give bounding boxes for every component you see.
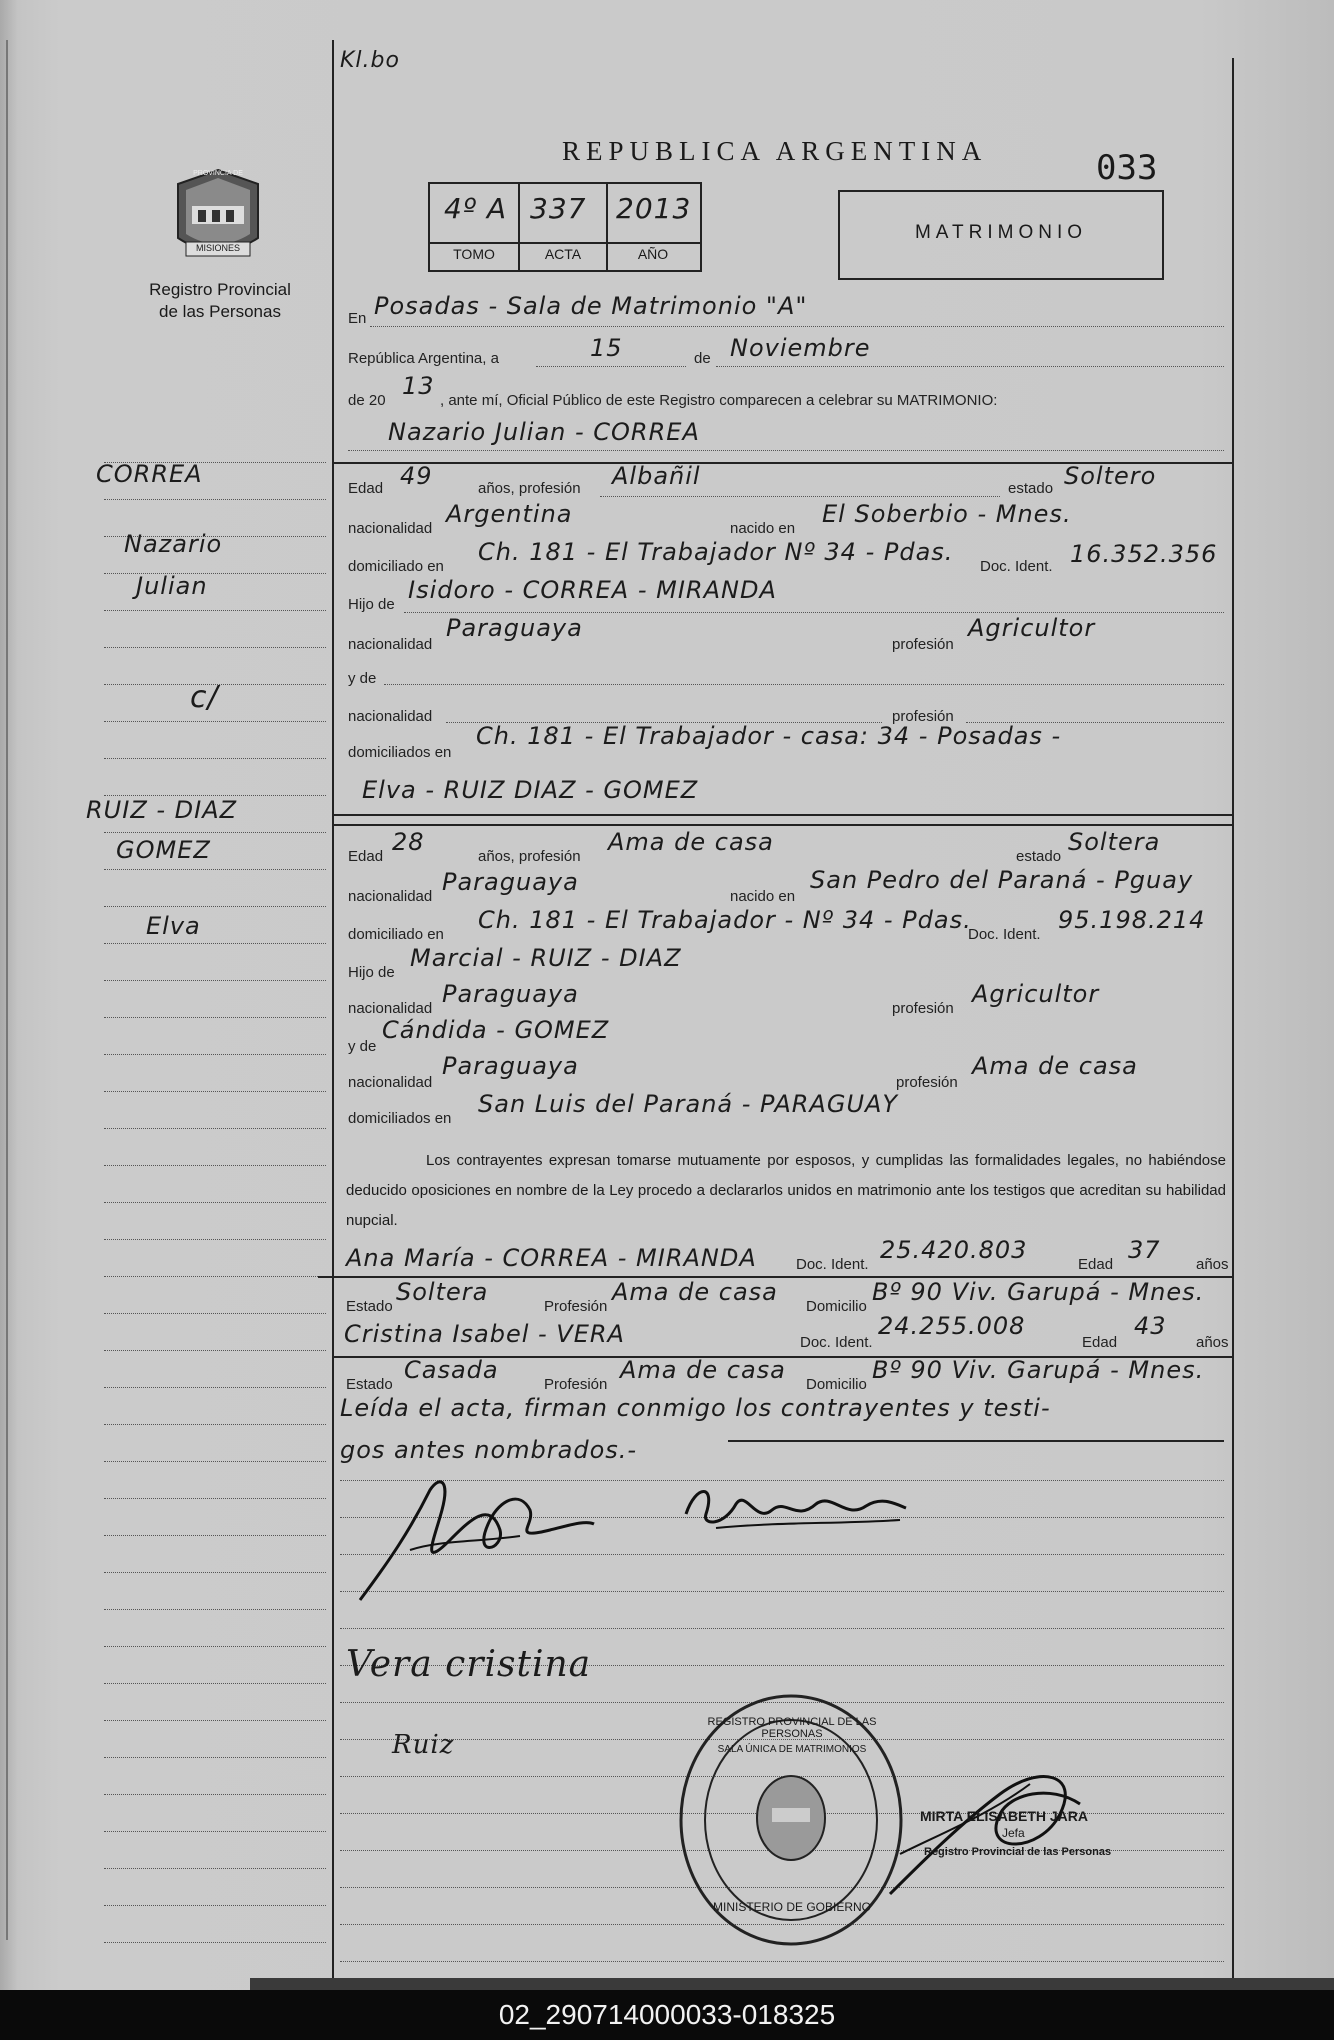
folio-number: 033 <box>1096 148 1158 188</box>
label-yde-bride: y de <box>348 1038 377 1055</box>
registry-line1: Registro Provincial <box>149 280 291 299</box>
tomo-value: 4º A <box>444 192 508 225</box>
doc-type: MATRIMONIO <box>914 222 1088 243</box>
witness1-name: Ana María - CORREA - MIRANDA <box>346 1244 757 1272</box>
margin-bride-surname2: GOMEZ <box>116 836 211 864</box>
witness1-age: 37 <box>1128 1236 1161 1264</box>
groom-born-in: El Soberbio - Mnes. <box>822 500 1072 528</box>
label-nac-groom-mother: nacionalidad <box>348 708 433 725</box>
label-dom-w1: Domicilio <box>806 1298 867 1315</box>
witness2-domicile: Bº 90 Viv. Garupá - Mnes. <box>872 1356 1205 1384</box>
margin-bride-name: Elva <box>146 912 201 940</box>
margin-rule-line <box>104 1646 326 1647</box>
label-en: En <box>348 310 367 327</box>
label-dom-groom: domiciliado en <box>348 558 444 575</box>
margin-rule-line <box>104 1683 326 1684</box>
act-month: Noviembre <box>730 334 871 362</box>
closing-line2: gos antes nombrados.- <box>340 1436 638 1464</box>
groom-parents-address: Ch. 181 - El Trabajador - casa: 34 - Posadas - <box>476 722 1062 750</box>
body-rule-line <box>340 1961 1224 1962</box>
stamp-inner: SALA ÚNICA DE MATRIMONIOS <box>717 1744 867 1755</box>
margin-rule-line <box>104 1091 326 1092</box>
margin-rule-line <box>104 499 326 500</box>
groom-nationality: Argentina <box>446 500 573 528</box>
margin-rule-line <box>104 1276 326 1277</box>
tomo-label: TOMO <box>453 246 495 262</box>
label-republica: República Argentina, a <box>348 350 499 367</box>
label-prof-bride-mother: profesión <box>896 1074 958 1091</box>
official-office: Registro Provincial de las Personas <box>924 1846 1112 1858</box>
margin-groom-name1: Nazario <box>124 530 223 558</box>
right-rule <box>1232 58 1234 1980</box>
label-edad-w1: Edad <box>1078 1256 1114 1273</box>
margin-rule-line <box>104 1535 326 1536</box>
label-dom-bride: domiciliado en <box>348 926 444 943</box>
closing-line1: Leída el acta, firman conmigo los contrayentes y testi- <box>340 1394 1051 1422</box>
margin-rule-line <box>104 1054 326 1055</box>
bride-mother: Cándida - GOMEZ <box>382 1016 610 1044</box>
body-rule-line <box>340 1628 1224 1629</box>
bride-age: 28 <box>392 828 425 856</box>
doc-type-box <box>838 190 1164 280</box>
margin-rule-line <box>104 943 326 944</box>
label-anos-w1: años <box>1196 1256 1229 1273</box>
margin-groom-surname: CORREA <box>96 460 203 488</box>
anio-value: 2013 <box>616 192 692 225</box>
witness2-status: Casada <box>404 1356 499 1384</box>
label-doc-groom: Doc. Ident. <box>980 558 1053 575</box>
label-edad-w2: Edad <box>1082 1334 1118 1351</box>
margin-rule-line <box>104 1202 326 1203</box>
label-doms-bride: domiciliados en <box>348 1110 452 1127</box>
label-yde-groom: y de <box>348 670 377 687</box>
bride-status: Soltera <box>1068 828 1161 856</box>
label-estado-w2: Estado <box>346 1376 393 1393</box>
anio-label: AÑO <box>637 246 669 262</box>
label-nacido-bride: nacido en <box>730 888 796 905</box>
label-de20: de 20 <box>348 392 386 409</box>
margin-rule-line <box>104 647 326 648</box>
label-anos-w2: años <box>1196 1334 1229 1351</box>
label-doc-w1: Doc. Ident. <box>796 1256 869 1273</box>
margin-rule-line <box>104 1794 326 1795</box>
bride-profession: Ama de casa <box>608 828 774 856</box>
scan-edge <box>250 1978 1334 1990</box>
margin-rule-line <box>104 1572 326 1573</box>
label-prof-groom-mother: profesión <box>892 708 954 725</box>
margin-rule-line <box>104 1757 326 1758</box>
label-prof-groom-father: profesión <box>892 636 954 653</box>
initials: Kl.bo <box>340 48 400 73</box>
witness2-profession: Ama de casa <box>620 1356 786 1384</box>
bride-father-nationality: Paraguaya <box>442 980 579 1008</box>
binding-edge <box>6 40 8 1940</box>
label-anos-profesion-bride: años, profesión <box>478 848 581 865</box>
acta-value: 337 <box>530 192 587 225</box>
witness-signature: Vera cristina <box>346 1644 592 1685</box>
emblem-top-text: PROVINCIA DE <box>193 170 243 177</box>
bride-full-name: Elva - RUIZ DIAZ - GOMEZ <box>362 776 699 804</box>
registry-line2: de las Personas <box>159 302 281 321</box>
witness-signature2: Ruiz <box>392 1730 455 1760</box>
margin-rule-line <box>104 906 326 907</box>
official-role: Jefa <box>1002 1826 1025 1840</box>
margin-rule-line <box>104 1424 326 1425</box>
margin-groom-name2: Julian <box>136 572 208 600</box>
margin-rule-line <box>104 1868 326 1869</box>
bride-doc: 95.198.214 <box>1058 906 1206 934</box>
label-nac-groom-father: nacionalidad <box>348 636 433 653</box>
groom-address: Ch. 181 - El Trabajador Nº 34 - Pdas. <box>478 538 954 566</box>
label-de: de <box>694 350 711 367</box>
bride-father-profession: Agricultor <box>972 980 1100 1008</box>
margin-rule-line <box>104 1239 326 1240</box>
official-name: MIRTA ELISABETH JARA <box>920 1808 1088 1824</box>
bride-parents-address: San Luis del Paraná - PARAGUAY <box>478 1090 899 1118</box>
label-estado-w1: Estado <box>346 1298 393 1315</box>
footer-code: 02_290714000033-018325 <box>0 1990 1334 2040</box>
act-day: 15 <box>590 334 623 362</box>
margin-rule-line <box>104 1461 326 1462</box>
label-anos-profesion-groom: años, profesión <box>478 480 581 497</box>
groom-father-nationality: Paraguaya <box>446 614 583 642</box>
witness1-doc: 25.420.803 <box>880 1236 1028 1264</box>
label-dom-w2: Domicilio <box>806 1376 867 1393</box>
bride-signature-icon <box>676 1474 916 1544</box>
bride-nationality: Paraguaya <box>442 868 579 896</box>
margin-rule-line <box>104 1609 326 1610</box>
margin-conjunction: c/ <box>190 680 219 715</box>
label-doc-w2: Doc. Ident. <box>800 1334 873 1351</box>
label-prof-w1: Profesión <box>544 1298 608 1315</box>
margin-rule <box>332 40 334 1980</box>
label-hijo-bride: Hijo de <box>348 964 395 981</box>
bride-mother-profession: Ama de casa <box>972 1052 1138 1080</box>
margin-rule-line <box>104 1905 326 1906</box>
witness2-name: Cristina Isabel - VERA <box>344 1320 625 1348</box>
margin-rule-line <box>104 869 326 870</box>
official-signature-icon <box>880 1744 1100 1904</box>
margin-rule-line <box>104 1165 326 1166</box>
margin-rule-line <box>104 610 326 611</box>
act-year: 13 <box>402 372 435 400</box>
bride-born-in: San Pedro del Paraná - Pguay <box>810 866 1194 894</box>
label-doc-bride: Doc. Ident. <box>968 926 1041 943</box>
margin-bride-surname1: RUIZ - DIAZ <box>86 796 238 824</box>
label-nac-bride-father: nacionalidad <box>348 1000 433 1017</box>
groom-status: Soltero <box>1064 462 1157 490</box>
groom-full-name: Nazario Julian - CORREA <box>388 418 700 446</box>
margin-rule-line <box>104 832 326 833</box>
margin-rule-line <box>104 1831 326 1832</box>
groom-profession: Albañil <box>612 462 701 490</box>
label-prof-w2: Profesión <box>544 1376 608 1393</box>
margin-rule-line <box>104 1387 326 1388</box>
margin-rule-line <box>104 1128 326 1129</box>
bride-father: Marcial - RUIZ - DIAZ <box>410 944 682 972</box>
groom-father-profession: Agricultor <box>968 614 1096 642</box>
acta-label: ACTA <box>544 246 582 262</box>
bride-mother-nationality: Paraguaya <box>442 1052 579 1080</box>
stamp-outer: REGISTRO PROVINCIAL DE LAS PERSONAS <box>707 1716 877 1740</box>
label-estado-bride: estado <box>1016 848 1062 865</box>
label-hijo-groom: Hijo de <box>348 596 395 613</box>
margin-rule-line <box>104 721 326 722</box>
margin-rule-line <box>104 1720 326 1721</box>
margin-rule-line <box>104 758 326 759</box>
label-comparecen: , ante mí, Oficial Público de este Registro comparecen a celebrar su MATRIMONIO: <box>440 392 998 409</box>
margin-rule-line <box>104 980 326 981</box>
label-nac-bride: nacionalidad <box>348 888 433 905</box>
legal-statement: Los contrayentes expresan tomarse mutuamente por esposos, y cumplidas las formalidades legales, no habiéndose deducido oposiciones en nombre de la Ley procedo a declararlos unidos en matrimonio ante los testigos que acreditan su habilidad nupcial. <box>346 1152 1226 1229</box>
act-place: Posadas - Sala de Matrimonio "A" <box>374 292 808 320</box>
label-edad-bride: Edad <box>348 848 384 865</box>
margin-rule-line <box>104 1313 326 1314</box>
groom-age: 49 <box>400 462 433 490</box>
witness1-profession: Ama de casa <box>612 1278 778 1306</box>
witness2-age: 43 <box>1134 1312 1167 1340</box>
groom-signature-icon <box>350 1470 600 1610</box>
witness2-doc: 24.255.008 <box>878 1312 1026 1340</box>
witness1-domicile: Bº 90 Viv. Garupá - Mnes. <box>872 1278 1205 1306</box>
margin-rule-line <box>104 1350 326 1351</box>
bride-address: Ch. 181 - El Trabajador - Nº 34 - Pdas. <box>478 906 972 934</box>
label-edad-groom: Edad <box>348 480 384 497</box>
label-prof-bride-father: profesión <box>892 1000 954 1017</box>
margin-rule-line <box>104 1017 326 1018</box>
label-nacido-groom: nacido en <box>730 520 796 537</box>
margin-rule-line <box>104 1498 326 1499</box>
groom-doc: 16.352.356 <box>1070 540 1218 568</box>
stamp-bottom: MINISTERIO DE GOBIERNO <box>712 1900 871 1914</box>
groom-father: Isidoro - CORREA - MIRANDA <box>408 576 777 604</box>
label-doms-groom: domiciliados en <box>348 744 452 761</box>
label-nac-bride-mother: nacionalidad <box>348 1074 433 1091</box>
emblem-bottom-text: MISIONES <box>195 243 240 253</box>
label-estado-groom: estado <box>1008 480 1054 497</box>
margin-rule-line <box>104 1942 326 1943</box>
label-nac-groom: nacionalidad <box>348 520 433 537</box>
register-box <box>428 182 702 272</box>
witness1-status: Soltera <box>396 1278 489 1306</box>
country-title: REPUBLICA ARGENTINA <box>562 136 988 166</box>
